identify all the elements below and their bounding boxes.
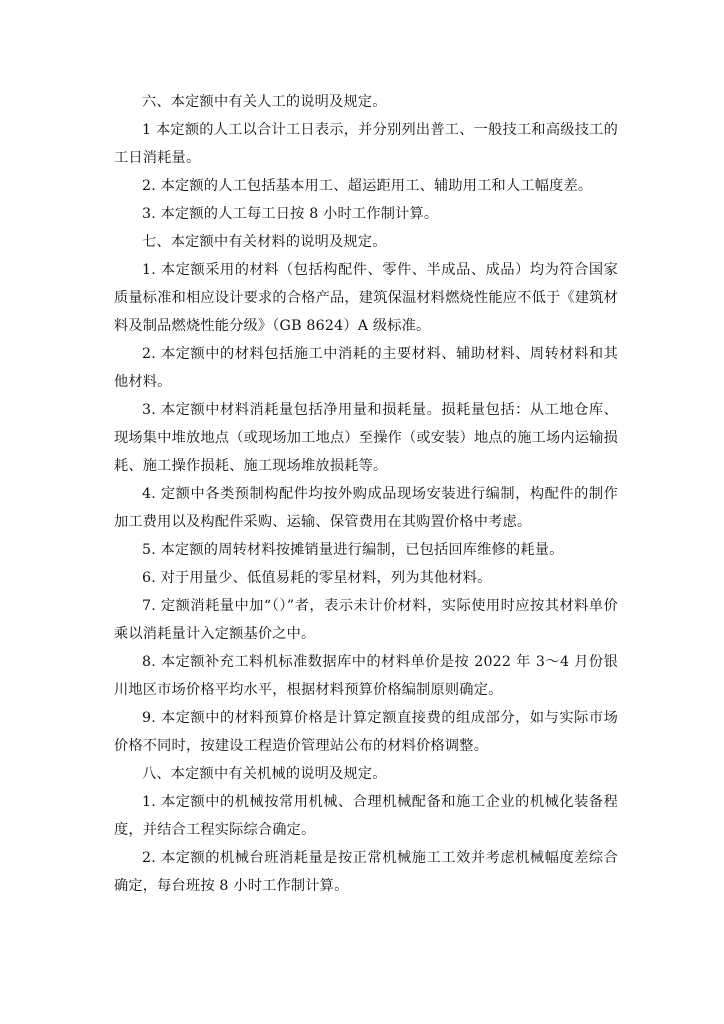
section-7-item-3: 3. 本定额中材料消耗量包括净用量和损耗量。损耗量包括：从工地仓库、现场集中堆放地点（或现场加工地点）至操作（或安装）地点的施工场内运输损耗、施工操作损耗、施工现场堆放损耗等。 — [114, 402, 618, 474]
section-7-item-4: 4. 定额中各类预制构配件均按外购成品现场安装进行编制，构配件的制作加工费用以及构配件采购、运输、保管费用在其购置价格中考虑。 — [114, 486, 618, 530]
section-7-item-7: 7. 定额消耗量中加“（）”者，表示未计价材料，实际使用时应按其材料单价乘以消耗量计入定额基价之中。 — [114, 598, 618, 642]
section-7-item-5: 5. 本定额的周转材料按摊销量进行编制，已包括回库维修的耗量。 — [142, 542, 564, 558]
section-6-heading: 六、本定额中有关人工的说明及规定。 — [142, 94, 387, 110]
section-7-item-8: 8. 本定额补充工料机标准数据库中的材料单价是按 2022 年 3～4 月份银川地区市场价格平均水平，根据材料预算价格编制原则确定。 — [114, 654, 618, 698]
section-6-item-2: 2. 本定额的人工包括基本用工、超运距用工、辅助用工和人工幅度差。 — [142, 178, 593, 194]
section-6-item-1: 1 本定额的人工以合计工日表示，并分别列出普工、一般技工和高级技工的工日消耗量。 — [114, 122, 618, 166]
section-6-item-3: 3. 本定额的人工每工日按 8 小时工作制计算。 — [142, 206, 439, 222]
section-8-item-2: 2. 本定额的机械台班消耗量是按正常机械施工工效并考虑机械幅度差综合确定，每台班按 8 小时工作制计算。 — [114, 850, 618, 894]
section-7-heading: 七、本定额中有关材料的说明及规定。 — [142, 234, 387, 250]
section-7-item-1: 1. 本定额采用的材料（包括构配件、零件、半成品、成品）均为符合国家质量标准和相应设计要求的合格产品，建筑保温材料燃烧性能应不低于《建筑材料及制品燃烧性能分级》（GB 8624）A 级标准。 — [114, 262, 618, 334]
document-body — [114, 88, 618, 900]
section-8-item-1: 1. 本定额中的机械按常用机械、合理机械配备和施工企业的机械化装备程度，并结合工程实际综合确定。 — [114, 794, 618, 838]
section-8-heading: 八、本定额中有关机械的说明及规定。 — [142, 766, 387, 782]
section-7-item-6: 6. 对于用量少、低值易耗的零星材料，列为其他材料。 — [142, 570, 492, 586]
section-7-item-9: 9. 本定额中的材料预算价格是计算定额直接费的组成部分，如与实际市场价格不同时，按建设工程造价管理站公布的材料价格调整。 — [114, 710, 618, 754]
section-7-item-2: 2. 本定额中的材料包括施工中消耗的主要材料、辅助材料、周转材料和其他材料。 — [114, 346, 618, 390]
